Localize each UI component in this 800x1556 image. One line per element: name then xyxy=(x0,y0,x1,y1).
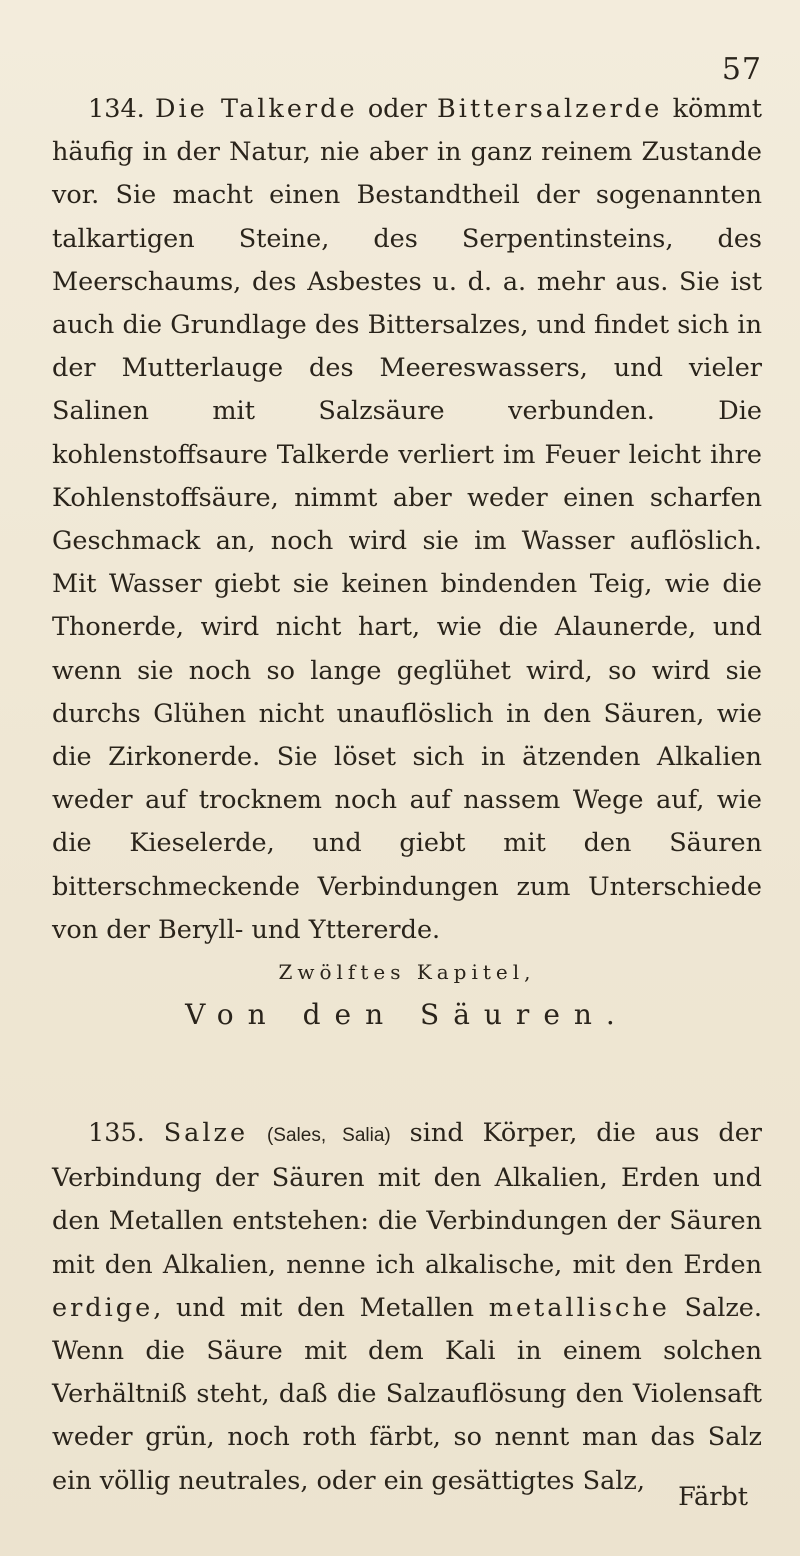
page-number: 57 xyxy=(721,52,762,87)
paragraph-134 xyxy=(52,88,762,952)
term-salze: Salze xyxy=(163,1118,249,1148)
chapter-heading xyxy=(52,960,762,1031)
chapter-label: Zwölftes Kapitel, xyxy=(278,960,536,984)
paragraph-135-number: 135. xyxy=(88,1118,164,1148)
paragraph-134-body: kömmt häufig in der Natur, nie aber in ganz reinem Zustande vor. Sie macht einen Bestandtheil der sogenannten talkartigen Steine, des Serpentinsteins, des Meerschaums, des Asbestes u. d. a. mehr aus. Sie ist auch die Grundlage des Bittersalzes, und findet sich in der Mutterlauge des Meereswassers, und vieler Salinen mit Salzsäure verbunden. Die kohlenstoffsaure Talkerde verliert im Feuer leicht ihre Kohlenstoffsäure, nimmt aber weder einen scharfen Geschmack an, noch wird sie im Wasser auflöslich. Mit Wasser giebt sie keinen bindenden Teig, wie die Thonerde, wird nicht hart, wie die Alaunerde, und wenn sie noch so lange geglühet wird, so wird sie durchs Glühen nicht unauflöslich in den Säuren, wie die Zirkonerde. Sie löset sich in ätzenden Alkalien weder auf trocknem noch auf nassem Wege auf, wie die Kieselerde, und giebt mit den Säuren bitterschmeckende Verbindungen zum Unterschiede von der Beryll- und Yttererde. xyxy=(52,94,762,945)
term-talkerde: Die Talkerde xyxy=(155,94,358,124)
paragraph-135 xyxy=(52,1112,762,1503)
connector-text: oder xyxy=(357,94,438,124)
latin-term: (Sales, Salia) xyxy=(266,1125,391,1146)
term-metallische: metallische xyxy=(488,1292,670,1323)
chapter-title: Von den Säuren. xyxy=(185,998,629,1031)
paragraph-135-body-3: Salze. Wenn die Säure mit dem Kali in einem solchen Verhältniß steht, daß die Salzauflösung den Violensaft weder grün, noch roth färbt, so nennt man das Salz ein völlig neutrales, oder ein gesättigtes Salz, xyxy=(52,1292,762,1496)
term-bittersalzerde: Bittersalzerde xyxy=(437,94,663,124)
paragraph-134-number: 134. xyxy=(88,94,156,124)
paragraph-135-body-1: sind Körper, die aus der Verbindung der Säuren mit den Alkalien, Erden und den Metallen entstehen: die Verbindungen der Säuren mit den Alkalien, nenne ich alkalische, mit den Erden xyxy=(52,1118,762,1280)
paragraph-135-body-2: , und mit den Metallen xyxy=(153,1292,489,1323)
catchword: Färbt xyxy=(678,1482,748,1512)
term-erdige: erdige xyxy=(52,1292,154,1323)
